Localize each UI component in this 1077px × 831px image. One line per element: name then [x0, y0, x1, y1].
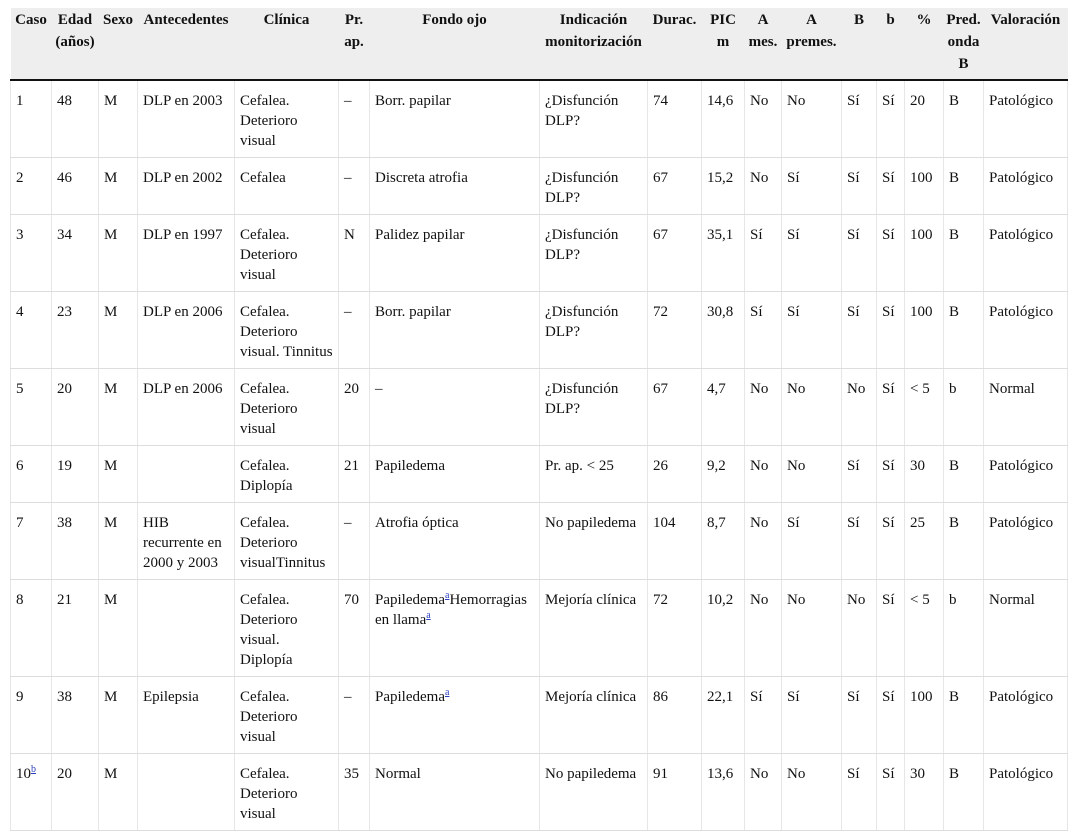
- cell-fondo: [370, 677, 540, 754]
- table-row: [11, 292, 1068, 369]
- cell-edad: 20: [52, 754, 99, 831]
- cell-caso: [11, 580, 52, 677]
- cell-picm: 4,7: [702, 369, 745, 446]
- cell-durac: 26: [648, 446, 702, 503]
- cell-sexo: M: [99, 292, 138, 369]
- cell-valoracion: Patológico: [984, 677, 1068, 754]
- cell-durac: 72: [648, 580, 702, 677]
- cell-valoracion: Patológico: [984, 503, 1068, 580]
- cell-b: Sí: [877, 754, 905, 831]
- table-row: [11, 754, 1068, 831]
- cell-sexo: M: [99, 677, 138, 754]
- table-row: [11, 503, 1068, 580]
- cell-antecedentes: [138, 580, 235, 677]
- cell-b: Sí: [877, 292, 905, 369]
- fondo-text: Papiledema: [375, 689, 445, 705]
- cell-fondo: [370, 369, 540, 446]
- cell-clinica: Cefalea. Deterioro visual. Tinnitus: [235, 292, 339, 369]
- cell-caso: [11, 754, 52, 831]
- cell-valoracion: Patológico: [984, 158, 1068, 215]
- cell-antecedentes: DLP en 2006: [138, 369, 235, 446]
- column-header: A mes.: [745, 8, 782, 80]
- cell-antecedentes: DLP en 1997: [138, 215, 235, 292]
- cell-indicacion: No papiledema: [540, 503, 648, 580]
- fondo-text: Atrofia óptica: [375, 515, 459, 531]
- caso-text: 2: [16, 170, 24, 186]
- caso-text: 8: [16, 592, 24, 608]
- fondo-text-extra: Hemorragias en llama: [375, 592, 527, 628]
- fondo-text: –: [375, 381, 383, 397]
- cell-sexo: M: [99, 503, 138, 580]
- cell-edad: 48: [52, 80, 99, 158]
- cell-b: Sí: [842, 446, 877, 503]
- cell-durac: 86: [648, 677, 702, 754]
- cell-clinica: Cefalea. Deterioro visual. Diplopía: [235, 580, 339, 677]
- cell-apremes: No: [782, 446, 842, 503]
- cell-pct: 100: [905, 677, 944, 754]
- cell-picm: 35,1: [702, 215, 745, 292]
- cell-clinica: Cefalea. Deterioro visual: [235, 677, 339, 754]
- cell-indicacion: ¿Disfunción DLP?: [540, 292, 648, 369]
- cell-apremes: Sí: [782, 292, 842, 369]
- cell-fondo: [370, 158, 540, 215]
- cell-ames: No: [745, 158, 782, 215]
- cell-durac: 72: [648, 292, 702, 369]
- column-header: Pred. onda B: [944, 8, 984, 80]
- cell-caso: [11, 369, 52, 446]
- cell-apremes: Sí: [782, 215, 842, 292]
- cell-ames: Sí: [745, 292, 782, 369]
- cell-picm: 14,6: [702, 80, 745, 158]
- cell-b: Sí: [877, 677, 905, 754]
- cell-b: Sí: [877, 580, 905, 677]
- cell-b: Sí: [842, 754, 877, 831]
- cell-sexo: M: [99, 158, 138, 215]
- cell-prap: –: [339, 158, 370, 215]
- caso-text: 9: [16, 689, 24, 705]
- cell-indicacion: ¿Disfunción DLP?: [540, 80, 648, 158]
- cell-picm: 15,2: [702, 158, 745, 215]
- cell-b: Sí: [842, 215, 877, 292]
- column-header: PIC m: [702, 8, 745, 80]
- fondo-text: Normal: [375, 766, 421, 782]
- table-row: [11, 446, 1068, 503]
- cell-ames: Sí: [745, 215, 782, 292]
- column-header: Clínica: [235, 8, 339, 80]
- cell-b: Sí: [877, 215, 905, 292]
- cell-valoracion: Patológico: [984, 80, 1068, 158]
- cell-valoracion: Normal: [984, 580, 1068, 677]
- cell-prap: –: [339, 677, 370, 754]
- cell-sexo: M: [99, 369, 138, 446]
- cell-pct: 20: [905, 80, 944, 158]
- column-header: A premes.: [782, 8, 842, 80]
- cell-ames: No: [745, 80, 782, 158]
- cell-prap: –: [339, 503, 370, 580]
- cell-pct: 100: [905, 292, 944, 369]
- cell-pct: 100: [905, 158, 944, 215]
- cell-b: Sí: [877, 158, 905, 215]
- cell-pct: < 5: [905, 369, 944, 446]
- caso-text: 7: [16, 515, 24, 531]
- column-header: %: [905, 8, 944, 80]
- cell-fondo: [370, 292, 540, 369]
- column-header: Sexo: [99, 8, 138, 80]
- column-header: Indicación monitorización: [540, 8, 648, 80]
- cell-prap: –: [339, 80, 370, 158]
- header-row: [11, 8, 1068, 80]
- cell-clinica: Cefalea. Diplopía: [235, 446, 339, 503]
- column-header: Pr. ap.: [339, 8, 370, 80]
- cell-prap: N: [339, 215, 370, 292]
- cell-valoracion: Normal: [984, 369, 1068, 446]
- cell-pred: B: [944, 503, 984, 580]
- cell-prap: 21: [339, 446, 370, 503]
- caso-text: 3: [16, 227, 24, 243]
- cell-edad: 38: [52, 503, 99, 580]
- cell-sexo: M: [99, 80, 138, 158]
- cell-edad: 19: [52, 446, 99, 503]
- cell-pred: B: [944, 215, 984, 292]
- cell-antecedentes: DLP en 2003: [138, 80, 235, 158]
- cell-antecedentes: DLP en 2002: [138, 158, 235, 215]
- cell-picm: 10,2: [702, 580, 745, 677]
- cell-picm: 8,7: [702, 503, 745, 580]
- cell-ames: No: [745, 754, 782, 831]
- cell-pred: B: [944, 158, 984, 215]
- cell-sexo: M: [99, 215, 138, 292]
- table-row: [11, 580, 1068, 677]
- cell-indicacion: Mejoría clínica: [540, 677, 648, 754]
- cell-indicacion: ¿Disfunción DLP?: [540, 369, 648, 446]
- caso-text: 1: [16, 93, 24, 109]
- cell-pct: 100: [905, 215, 944, 292]
- fondo-text: Borr. papilar: [375, 304, 451, 320]
- cell-antecedentes: Epilepsia: [138, 677, 235, 754]
- cell-apremes: Sí: [782, 677, 842, 754]
- cell-edad: 21: [52, 580, 99, 677]
- column-header: Antecedentes: [138, 8, 235, 80]
- cell-caso: [11, 292, 52, 369]
- cell-pct: < 5: [905, 580, 944, 677]
- fondo-text: Borr. papilar: [375, 93, 451, 109]
- cell-clinica: Cefalea. Deterioro visual: [235, 215, 339, 292]
- cell-pct: 25: [905, 503, 944, 580]
- cell-prap: 35: [339, 754, 370, 831]
- table-header: [11, 8, 1068, 80]
- cell-caso: [11, 503, 52, 580]
- cell-b: Sí: [877, 80, 905, 158]
- cell-indicacion: No papiledema: [540, 754, 648, 831]
- cell-b: Sí: [877, 369, 905, 446]
- cell-antecedentes: [138, 446, 235, 503]
- cell-caso: [11, 446, 52, 503]
- fondo-text: Discreta atrofia: [375, 170, 468, 186]
- cell-pred: B: [944, 677, 984, 754]
- column-header: Fondo ojo: [370, 8, 540, 80]
- cell-pred: B: [944, 754, 984, 831]
- footnote-link[interactable]: a: [444, 687, 450, 698]
- cell-picm: 9,2: [702, 446, 745, 503]
- cell-apremes: Sí: [782, 503, 842, 580]
- cell-b: Sí: [877, 446, 905, 503]
- column-header: Caso: [11, 8, 52, 80]
- table-row: [11, 369, 1068, 446]
- cell-apremes: No: [782, 754, 842, 831]
- cell-caso: [11, 80, 52, 158]
- caso-text: 4: [16, 304, 24, 320]
- cell-pct: 30: [905, 446, 944, 503]
- cell-prap: 20: [339, 369, 370, 446]
- cell-ames: Sí: [745, 677, 782, 754]
- cell-edad: 23: [52, 292, 99, 369]
- cell-apremes: No: [782, 369, 842, 446]
- footnote-link[interactable]: a: [444, 590, 450, 601]
- cell-apremes: Sí: [782, 158, 842, 215]
- cell-b: Sí: [842, 80, 877, 158]
- cell-edad: 34: [52, 215, 99, 292]
- cell-indicacion: ¿Disfunción DLP?: [540, 215, 648, 292]
- cell-clinica: Cefalea. Deterioro visual: [235, 80, 339, 158]
- cell-durac: 67: [648, 369, 702, 446]
- cell-indicacion: Pr. ap. < 25: [540, 446, 648, 503]
- cell-caso: [11, 158, 52, 215]
- cell-edad: 38: [52, 677, 99, 754]
- table-row: [11, 677, 1068, 754]
- cell-valoracion: Patológico: [984, 215, 1068, 292]
- cell-ames: No: [745, 580, 782, 677]
- cell-pred: B: [944, 292, 984, 369]
- cell-prap: –: [339, 292, 370, 369]
- case-table: [10, 8, 1068, 831]
- cell-sexo: M: [99, 754, 138, 831]
- cell-clinica: Cefalea. Deterioro visual: [235, 369, 339, 446]
- column-header: Durac.: [648, 8, 702, 80]
- cell-b: No: [842, 580, 877, 677]
- column-header: B: [842, 8, 877, 80]
- cell-apremes: No: [782, 80, 842, 158]
- cell-durac: 104: [648, 503, 702, 580]
- cell-clinica: Cefalea. Deterioro visualTinnitus: [235, 503, 339, 580]
- cell-pred: B: [944, 446, 984, 503]
- fondo-text: Palidez papilar: [375, 227, 465, 243]
- table-row: [11, 158, 1068, 215]
- cell-b: Sí: [877, 503, 905, 580]
- cell-b: Sí: [842, 503, 877, 580]
- cell-ames: No: [745, 503, 782, 580]
- cell-fondo: [370, 446, 540, 503]
- cell-fondo: [370, 503, 540, 580]
- footnote-link[interactable]: b: [31, 764, 36, 775]
- cell-apremes: No: [782, 580, 842, 677]
- cell-fondo: [370, 580, 540, 677]
- cell-antecedentes: DLP en 2006: [138, 292, 235, 369]
- table-body: [11, 80, 1068, 831]
- footnote-link[interactable]: a: [426, 610, 431, 621]
- cell-edad: 20: [52, 369, 99, 446]
- cell-fondo: [370, 215, 540, 292]
- cell-b: Sí: [842, 158, 877, 215]
- cell-clinica: Cefalea: [235, 158, 339, 215]
- cell-fondo: [370, 80, 540, 158]
- cell-pct: 30: [905, 754, 944, 831]
- table-row: [11, 80, 1068, 158]
- cell-edad: 46: [52, 158, 99, 215]
- column-header: Valoración: [984, 8, 1068, 80]
- cell-clinica: Cefalea. Deterioro visual: [235, 754, 339, 831]
- cell-b: No: [842, 369, 877, 446]
- caso-text: 6: [16, 458, 24, 474]
- cell-durac: 74: [648, 80, 702, 158]
- cell-b: Sí: [842, 677, 877, 754]
- column-header: Edad (años): [52, 8, 99, 80]
- cell-picm: 30,8: [702, 292, 745, 369]
- cell-valoracion: Patológico: [984, 754, 1068, 831]
- cell-valoracion: Patológico: [984, 292, 1068, 369]
- cell-pred: B: [944, 80, 984, 158]
- case-table-container: [10, 8, 1067, 831]
- cell-ames: No: [745, 369, 782, 446]
- cell-fondo: [370, 754, 540, 831]
- cell-indicacion: Mejoría clínica: [540, 580, 648, 677]
- caso-text: 10: [16, 766, 31, 782]
- cell-b: Sí: [842, 292, 877, 369]
- cell-durac: 67: [648, 215, 702, 292]
- cell-antecedentes: [138, 754, 235, 831]
- caso-text: 5: [16, 381, 24, 397]
- cell-durac: 91: [648, 754, 702, 831]
- cell-prap: 70: [339, 580, 370, 677]
- column-header: b: [877, 8, 905, 80]
- cell-pred: b: [944, 369, 984, 446]
- cell-picm: 22,1: [702, 677, 745, 754]
- table-row: [11, 215, 1068, 292]
- cell-indicacion: ¿Disfunción DLP?: [540, 158, 648, 215]
- cell-caso: [11, 677, 52, 754]
- cell-sexo: M: [99, 446, 138, 503]
- fondo-text: Papiledema: [375, 458, 445, 474]
- cell-valoracion: Patológico: [984, 446, 1068, 503]
- cell-antecedentes: HIB recurrente en 2000 y 2003: [138, 503, 235, 580]
- cell-pred: b: [944, 580, 984, 677]
- cell-caso: [11, 215, 52, 292]
- cell-sexo: M: [99, 580, 138, 677]
- cell-durac: 67: [648, 158, 702, 215]
- fondo-text: Papiledema: [375, 592, 445, 608]
- cell-picm: 13,6: [702, 754, 745, 831]
- cell-ames: No: [745, 446, 782, 503]
